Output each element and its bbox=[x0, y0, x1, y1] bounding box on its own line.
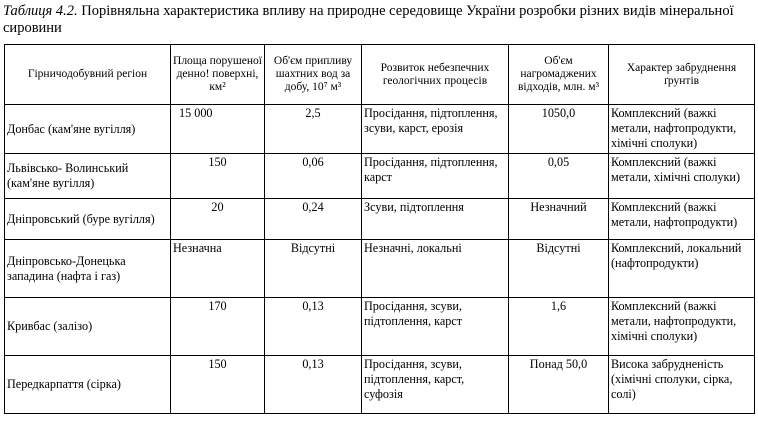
cell-area: 20 bbox=[171, 199, 265, 240]
cell-processes: Незначні, локальні bbox=[362, 240, 509, 298]
cell-region: Дніпровсько-Донецька западина (нафта і газ) bbox=[5, 240, 171, 298]
cell-waste: 1,6 bbox=[509, 298, 609, 356]
cell-processes: Просідання, підтоплення, зсуви, карст, ерозія bbox=[362, 105, 509, 154]
cell-processes: Просідання, підтоплення, карст bbox=[362, 154, 509, 199]
header-waste: Об'єм нагромаджених відходів, млн. м³ bbox=[509, 45, 609, 105]
table-row bbox=[5, 199, 755, 240]
cell-water: 2,5 bbox=[265, 105, 362, 154]
table-row bbox=[5, 298, 755, 356]
header-water: Об'єм припливу шахтних вод за добу, 10⁷ м³ bbox=[265, 45, 362, 105]
cell-area: Незначна bbox=[171, 240, 265, 298]
cell-soil: Комплексний (важкі метали, нафтопродукти, хімічні сполуки) bbox=[609, 298, 755, 356]
cell-soil: Комплексний (важкі метали, нафтопродукти, хімічні сполуки) bbox=[609, 105, 755, 154]
header-soil: Характер забруднення ґрунтів bbox=[609, 45, 755, 105]
cell-area: 150 bbox=[171, 356, 265, 414]
cell-water: 0,06 bbox=[265, 154, 362, 199]
cell-waste: 0,05 bbox=[509, 154, 609, 199]
cell-region: Донбас (кам'яне вугілля) bbox=[5, 105, 171, 154]
table-row bbox=[5, 154, 755, 199]
cell-area: 15 000 bbox=[171, 105, 265, 154]
cell-water: 0,24 bbox=[265, 199, 362, 240]
comparison-table bbox=[4, 44, 755, 414]
header-area: Площа порушеної денно! поверхні, км² bbox=[171, 45, 265, 105]
cell-waste: Понад 50,0 bbox=[509, 356, 609, 414]
caption-label: Таблиця 4.2. bbox=[3, 3, 78, 19]
cell-area: 150 bbox=[171, 154, 265, 199]
cell-soil: Висока забрудненість (хімічні сполуки, сірка, солі) bbox=[609, 356, 755, 414]
cell-region: Передкарпаття (сірка) bbox=[5, 356, 171, 414]
cell-soil: Комплексний (важкі метали, хімічні сполуки) bbox=[609, 154, 755, 199]
cell-processes: Просідання, зсуви, підтоплення, карст bbox=[362, 298, 509, 356]
cell-waste: Незначний bbox=[509, 199, 609, 240]
table-caption bbox=[3, 3, 755, 37]
cell-waste: Відсутні bbox=[509, 240, 609, 298]
header-region: Гірничодобувний регіон bbox=[5, 45, 171, 105]
cell-region: Кривбас (залізо) bbox=[5, 298, 171, 356]
cell-waste: 1050,0 bbox=[509, 105, 609, 154]
header-row bbox=[5, 45, 755, 105]
cell-region: Львівсько- Волинський (кам'яне вугілля) bbox=[5, 154, 171, 199]
cell-water: Відсутні bbox=[265, 240, 362, 298]
table-row bbox=[5, 240, 755, 298]
cell-soil: Комплексний, локальний (нафтопродукти) bbox=[609, 240, 755, 298]
header-processes: Розвиток небезпечних геологічних процесів bbox=[362, 45, 509, 105]
caption-title: Порівняльна характеристика впливу на природне середовище України розробки різних видів мінеральної сировини bbox=[3, 3, 734, 36]
cell-area: 170 bbox=[171, 298, 265, 356]
cell-water: 0,13 bbox=[265, 298, 362, 356]
cell-region: Дніпровський (буре вугілля) bbox=[5, 199, 171, 240]
cell-soil: Комплексний (важкі метали, нафтопродукти) bbox=[609, 199, 755, 240]
cell-processes: Зсуви, підтоплення bbox=[362, 199, 509, 240]
table-row bbox=[5, 105, 755, 154]
table-row bbox=[5, 356, 755, 414]
cell-water: 0,13 bbox=[265, 356, 362, 414]
cell-processes: Просідання, зсуви, підтоплення, карст, суфозія bbox=[362, 356, 509, 414]
